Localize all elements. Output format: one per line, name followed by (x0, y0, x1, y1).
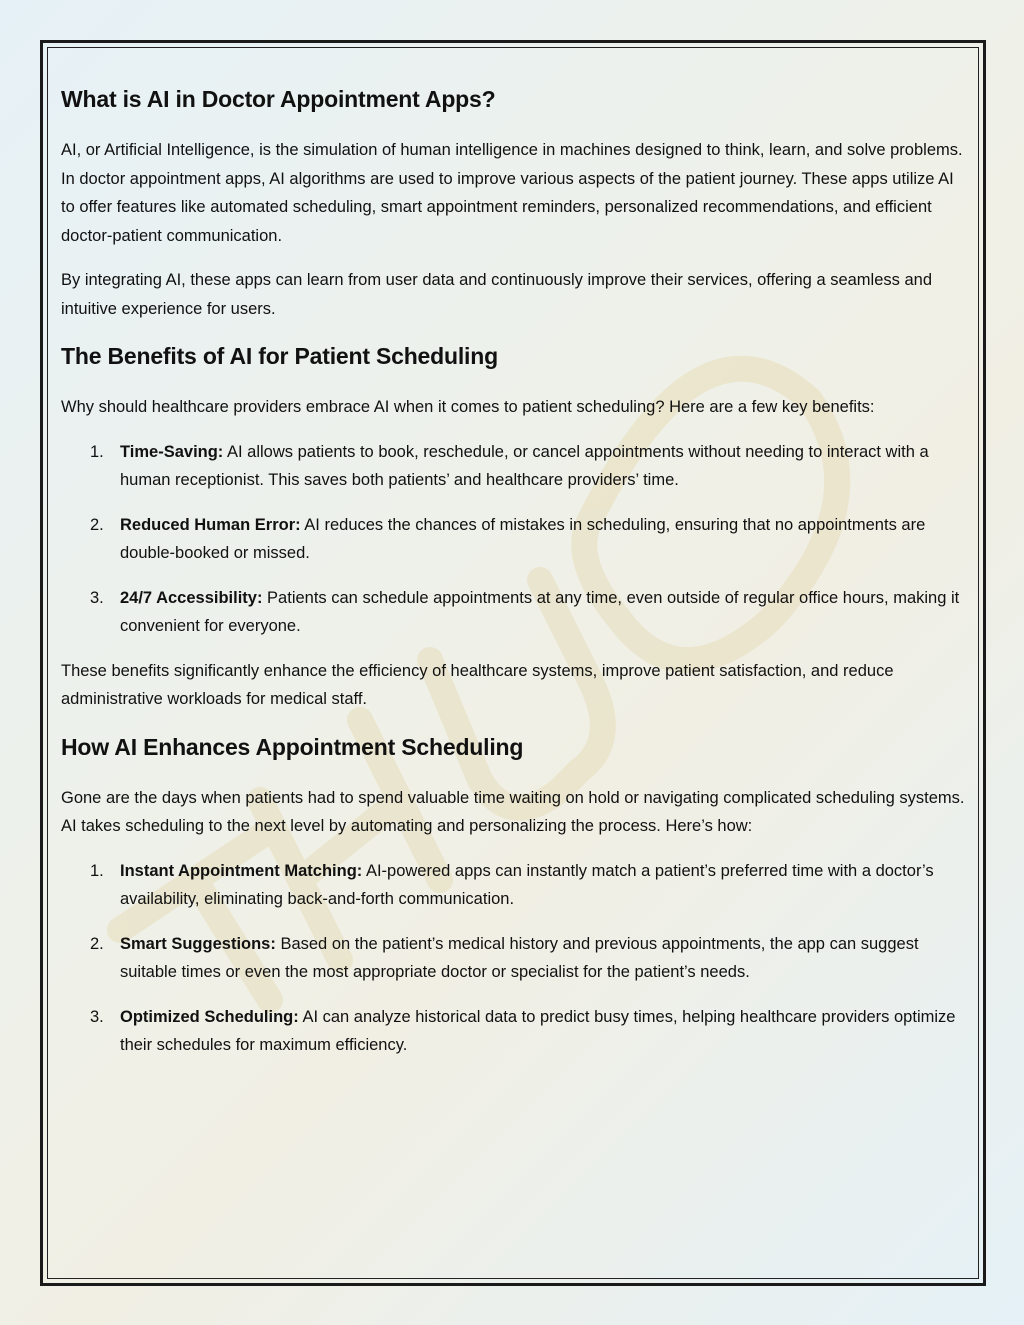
list-text: AI can analyze historical data to predict busy times, helping healthcare providers optimize their schedules for maximum efficiency. (120, 1007, 956, 1054)
enhancements-list (61, 857, 966, 1060)
list-term: Optimized Scheduling: (120, 1007, 299, 1026)
list-text: AI reduces the chances of mistakes in scheduling, ensuring that no appointments are double-booked or missed. (120, 515, 926, 562)
list-text: AI allows patients to book, reschedule, or cancel appointments without needing to interact with a human receptionist. This saves both patients’ and healthcare providers’ time. (120, 442, 929, 489)
list-text: Patients can schedule appointments at any time, even outside of regular office hours, making it convenient for everyone. (120, 588, 960, 635)
list-term: Smart Suggestions: (120, 934, 276, 953)
section-heading-how-ai-enhances: How AI Enhances Appointment Scheduling (61, 733, 524, 760)
list-item (61, 930, 966, 987)
section-heading-benefits: The Benefits of AI for Patient Scheduling (61, 343, 498, 369)
paragraph-benefits-intro: Why should healthcare providers embrace AI when it comes to patient scheduling? Here are a few key benefits: (61, 398, 875, 416)
paragraph-enhances-intro: Gone are the days when patients had to spend valuable time waiting on hold or navigating complicated scheduling systems. AI takes scheduling to the next level by automating and personalizing the process. Here’s how: (61, 788, 965, 835)
list-number: 2. (90, 934, 104, 953)
list-term: 24/7 Accessibility: (120, 588, 263, 607)
list-number: 3. (90, 1007, 104, 1026)
list-number: 1. (90, 442, 104, 461)
list-text: AI-powered apps can instantly match a patient’s preferred time with a doctor’s availability, eliminating back-and-forth communication. (120, 861, 934, 908)
list-number: 2. (90, 515, 104, 534)
list-item (61, 857, 966, 914)
list-term: Reduced Human Error: (120, 515, 301, 534)
list-item (61, 511, 966, 568)
list-term: Time-Saving: (120, 442, 224, 461)
paragraph-benefits-outro: These benefits significantly enhance the efficiency of healthcare systems, improve patient satisfaction, and reduce administrative workloads for medical staff. (61, 661, 894, 708)
section-heading-what-is-ai: What is AI in Doctor Appointment Apps? (61, 86, 496, 112)
list-number: 3. (90, 588, 104, 607)
paragraph-ai-definition: AI, or Artificial Intelligence, is the simulation of human intelligence in machines designed to think, learn, and solve problems. In doctor appointment apps, AI algorithms are used to improve various aspects of the patient journey. These apps utilize AI to offer features like automated scheduling, smart appointment reminders, personalized recommendations, and efficient doctor-patient communication. (61, 141, 963, 245)
list-item (61, 584, 966, 641)
list-text: Based on the patient’s medical history and previous appointments, the app can suggest suitable times or even the most appropriate doctor or specialist for the patient’s needs. (120, 934, 919, 981)
document-body (61, 82, 966, 1076)
list-item (61, 1003, 966, 1060)
list-number: 1. (90, 861, 104, 880)
paragraph-ai-integration: By integrating AI, these apps can learn from user data and continuously improve their services, offering a seamless and intuitive experience for users. (61, 271, 933, 318)
list-term: Instant Appointment Matching: (120, 861, 363, 880)
benefits-list (61, 438, 966, 641)
list-item (61, 438, 966, 495)
